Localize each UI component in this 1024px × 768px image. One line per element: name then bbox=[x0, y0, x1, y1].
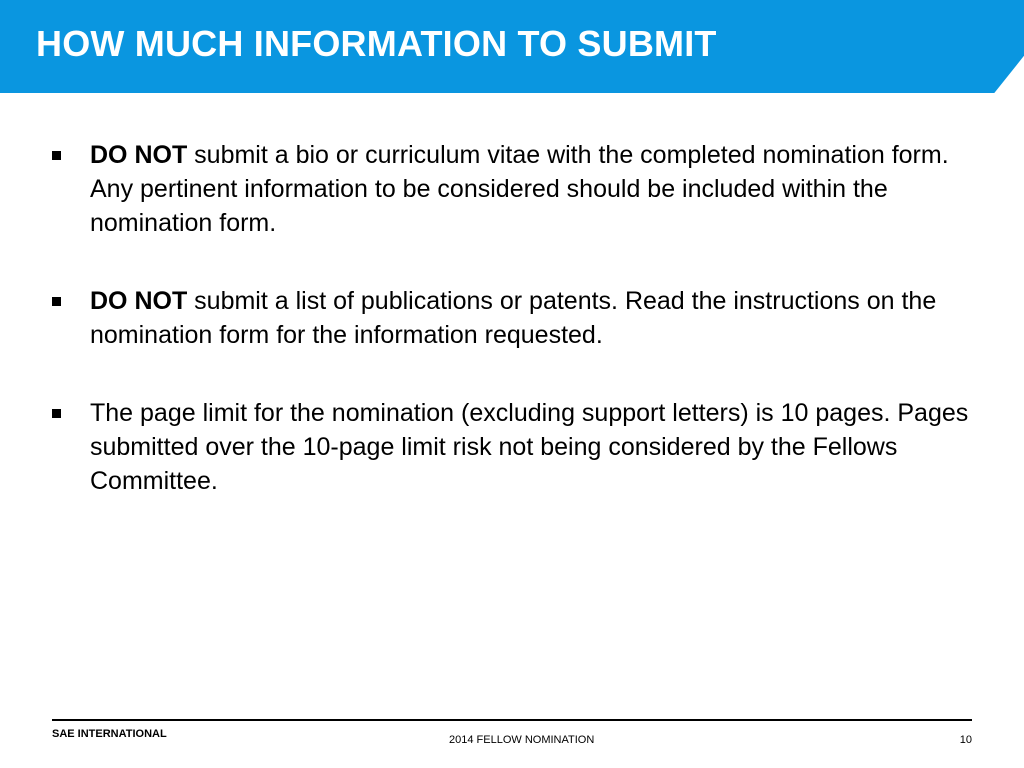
bullet-text: The page limit for the nomination (excluding support letters) is 10 pages. Pages submitted over the 10-page limit risk not being considered by the Fellows Committee. bbox=[90, 399, 969, 495]
footer-divider bbox=[52, 719, 972, 721]
slide-title: HOW MUCH INFORMATION TO SUBMIT bbox=[36, 23, 717, 64]
bullet-text: submit a bio or curriculum vitae with the completed nomination form. Any pertinent information to be considered should be included within the nomination form. bbox=[90, 141, 949, 237]
bullet-text: submit a list of publications or patents. Read the instructions on the nomination form for the information requested. bbox=[90, 287, 937, 349]
square-bullet-icon bbox=[52, 151, 61, 160]
footer-presentation-title: 2014 FELLOW NOMINATION bbox=[449, 734, 595, 746]
square-bullet-icon bbox=[52, 297, 61, 306]
square-bullet-icon bbox=[52, 409, 61, 418]
bullet-item-do-not-submit-bio bbox=[0, 138, 1024, 240]
footer-organization: SAE INTERNATIONAL bbox=[52, 728, 167, 740]
bullet-emphasis: DO NOT bbox=[90, 287, 188, 315]
bullet-list bbox=[0, 138, 1024, 542]
page-number: 10 bbox=[959, 734, 972, 746]
bullet-emphasis: DO NOT bbox=[90, 141, 188, 169]
bullet-item-page-limit bbox=[0, 396, 1024, 498]
bullet-item-do-not-submit-publications bbox=[0, 284, 1024, 352]
